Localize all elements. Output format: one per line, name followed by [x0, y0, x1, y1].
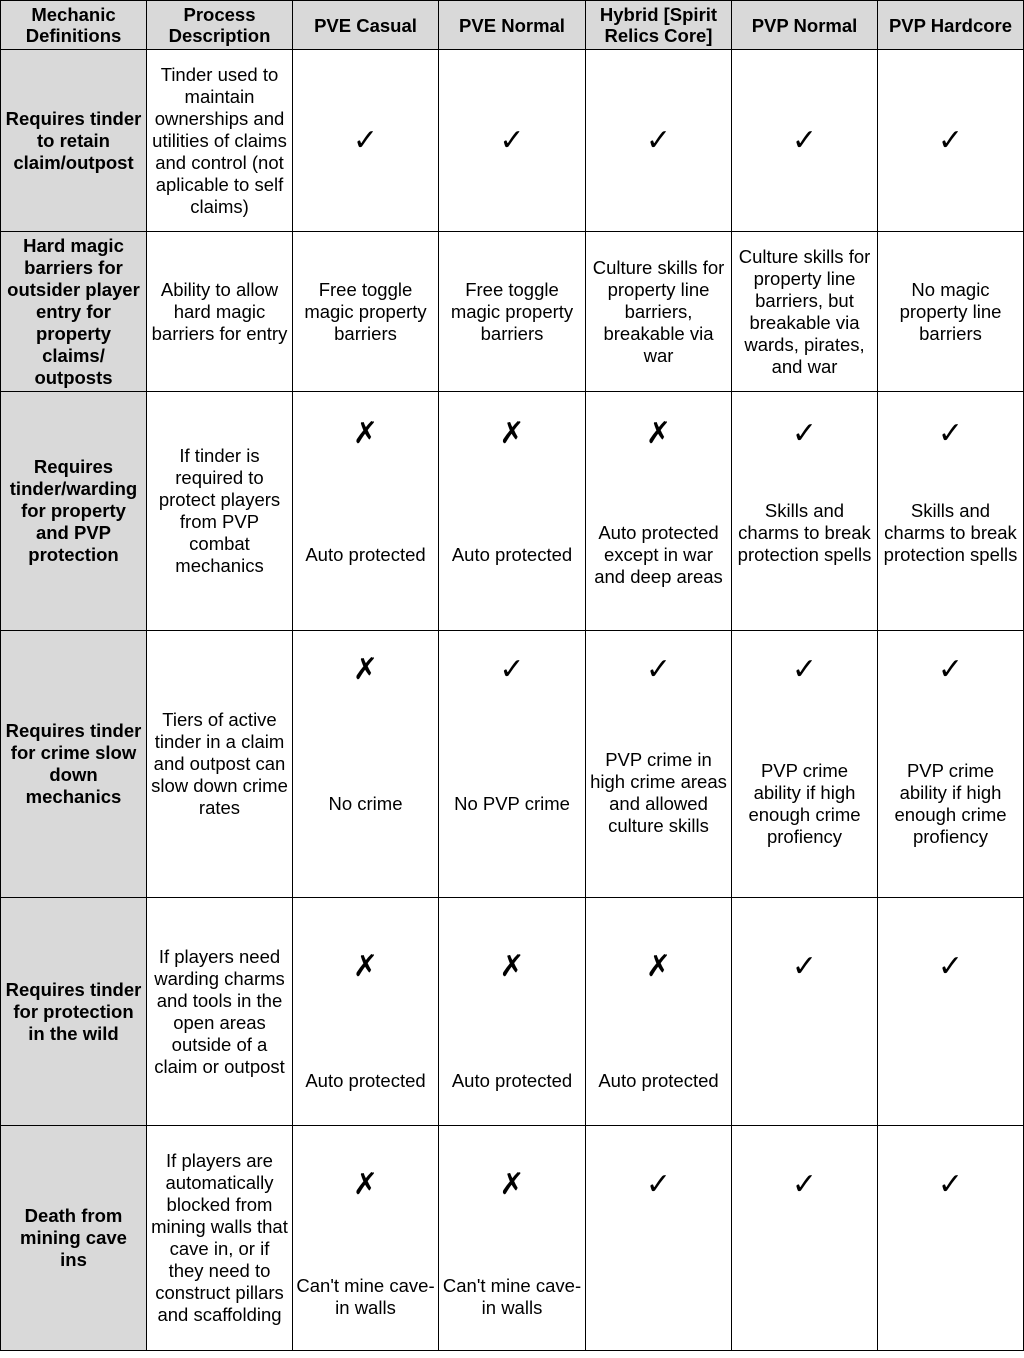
mode-cell-note: Can't mine cave-in walls: [442, 1275, 582, 1318]
cross-mark-icon: ✗: [499, 416, 525, 451]
mode-cell: [878, 898, 1024, 1126]
process-description: If players are automatically blocked from mining walls that cave in, or if they need to construct pillars and scaffolding: [147, 1126, 293, 1351]
header-pve-casual: PVE Casual: [293, 1, 439, 50]
mode-cell-note: Can't mine cave-in walls: [296, 1275, 435, 1318]
mode-cell: [732, 1126, 878, 1351]
table-row: [1, 232, 1024, 392]
check-mark-icon: ✓: [791, 652, 818, 687]
mode-cell-note: Auto protected: [451, 1070, 573, 1091]
check-mark-icon: ✓: [791, 1167, 818, 1202]
check-mark-icon: ✓: [499, 122, 525, 158]
mode-cell: [293, 1126, 439, 1351]
mode-cell-note: Culture skills for property line barriers, breakable via war: [586, 232, 732, 392]
check-mark-icon: ✓: [645, 122, 672, 158]
cross-mark-icon: ✗: [645, 416, 672, 451]
check-mark-icon: ✓: [645, 652, 672, 687]
table-row: [1, 392, 1024, 631]
mode-cell-note: No crime: [328, 793, 403, 814]
mode-cell: [732, 50, 878, 232]
header-row: [1, 1, 1024, 50]
mechanic-label: Requires tinder for protection in the wild: [1, 898, 147, 1126]
mode-cell: [293, 631, 439, 898]
check-mark-icon: ✓: [937, 949, 964, 984]
mode-cell: [439, 631, 586, 898]
mechanic-label: Requires tinder to retain claim/outpost: [1, 50, 147, 232]
mode-cell: [586, 631, 732, 898]
header-pve-normal: PVE Normal: [439, 1, 586, 50]
mode-cell-note: Culture skills for property line barriers, but breakable via wards, pirates, and war: [732, 232, 878, 392]
cross-mark-icon: ✗: [499, 949, 525, 984]
table-row: [1, 50, 1024, 232]
process-description: If tinder is required to protect players from PVP combat mechanics: [147, 392, 293, 631]
mode-cell: [439, 898, 586, 1126]
mode-cell: [439, 50, 586, 232]
header-hybrid: Hybrid [Spirit Relics Core]: [586, 1, 732, 50]
process-description: Tiers of active tinder in a claim and outpost can slow down crime rates: [147, 631, 293, 898]
mode-cell-note: Auto protected except in war and deep areas: [594, 522, 723, 587]
mode-cell: [878, 50, 1024, 232]
check-mark-icon: ✓: [791, 416, 818, 451]
check-mark-icon: ✓: [645, 1167, 672, 1202]
mode-cell-note: No magic property line barriers: [878, 232, 1024, 392]
check-mark-icon: ✓: [352, 122, 379, 158]
cross-mark-icon: ✗: [352, 416, 379, 451]
mode-cell-note: Free toggle magic property barriers: [439, 232, 586, 392]
mode-cell: [586, 50, 732, 232]
cross-mark-icon: ✗: [352, 1167, 379, 1202]
mode-cell: [878, 1126, 1024, 1351]
cross-mark-icon: ✗: [352, 652, 379, 687]
mode-cell: [732, 631, 878, 898]
mode-cell: [439, 1126, 586, 1351]
mode-cell-note: PVP crime in high crime areas and allowed culture skills: [590, 749, 727, 836]
check-mark-icon: ✓: [937, 122, 964, 158]
table-row: [1, 1126, 1024, 1351]
process-description: If players need warding charms and tools in the open areas outside of a claim or outpost: [147, 898, 293, 1126]
cross-mark-icon: ✗: [499, 1167, 525, 1202]
mode-cell: [732, 392, 878, 631]
mode-cell-note: No PVP crime: [454, 793, 570, 814]
mechanic-label: Death from mining cave ins: [1, 1126, 147, 1351]
header-pvp-normal: PVP Normal: [732, 1, 878, 50]
mechanic-label: Requires tinder for crime slow down mechanics: [1, 631, 147, 898]
mode-cell-note: Auto protected: [305, 544, 426, 565]
mode-cell-note: PVP crime ability if high enough crime profiency: [748, 760, 861, 847]
mode-cell: [293, 392, 439, 631]
mode-cell-note: Skills and charms to break protection spells: [737, 500, 872, 565]
table-row: [1, 898, 1024, 1126]
check-mark-icon: ✓: [937, 652, 964, 687]
mode-cell: [439, 392, 586, 631]
header-mechanic-definitions: Mechanic Definitions: [1, 1, 147, 50]
mechanic-label: Requires tinder/warding for property and PVP protection: [1, 392, 147, 631]
check-mark-icon: ✓: [499, 652, 525, 687]
mode-cell: [878, 392, 1024, 631]
mode-cell-note: Auto protected: [451, 544, 573, 565]
mode-cell: [732, 898, 878, 1126]
mode-cell-note: Auto protected: [598, 1070, 719, 1091]
mode-cell: [586, 1126, 732, 1351]
cross-mark-icon: ✗: [645, 949, 672, 984]
check-mark-icon: ✓: [937, 1167, 964, 1202]
mode-cell: [586, 898, 732, 1126]
mode-cell: [878, 631, 1024, 898]
mode-cell: [293, 898, 439, 1126]
mode-cell: [586, 392, 732, 631]
process-description: Ability to allow hard magic barriers for entry: [147, 232, 293, 392]
table-row: [1, 631, 1024, 898]
header-process-description: Process Description: [147, 1, 293, 50]
header-pvp-hardcore: PVP Hardcore: [878, 1, 1024, 50]
mode-cell: [293, 50, 439, 232]
process-description: Tinder used to maintain ownerships and utilities of claims and control (not aplicable to self claims): [147, 50, 293, 232]
mode-cell-note: Skills and charms to break protection spells: [883, 500, 1018, 565]
mechanic-label: Hard magic barriers for outsider player entry for property claims/ outposts: [1, 232, 147, 392]
cross-mark-icon: ✗: [352, 949, 379, 984]
mode-cell-note: Free toggle magic property barriers: [293, 232, 439, 392]
check-mark-icon: ✓: [937, 416, 964, 451]
mode-cell-note: Auto protected: [305, 1070, 426, 1091]
mode-cell-note: PVP crime ability if high enough crime profiency: [894, 760, 1007, 847]
check-mark-icon: ✓: [791, 949, 818, 984]
check-mark-icon: ✓: [791, 122, 818, 158]
